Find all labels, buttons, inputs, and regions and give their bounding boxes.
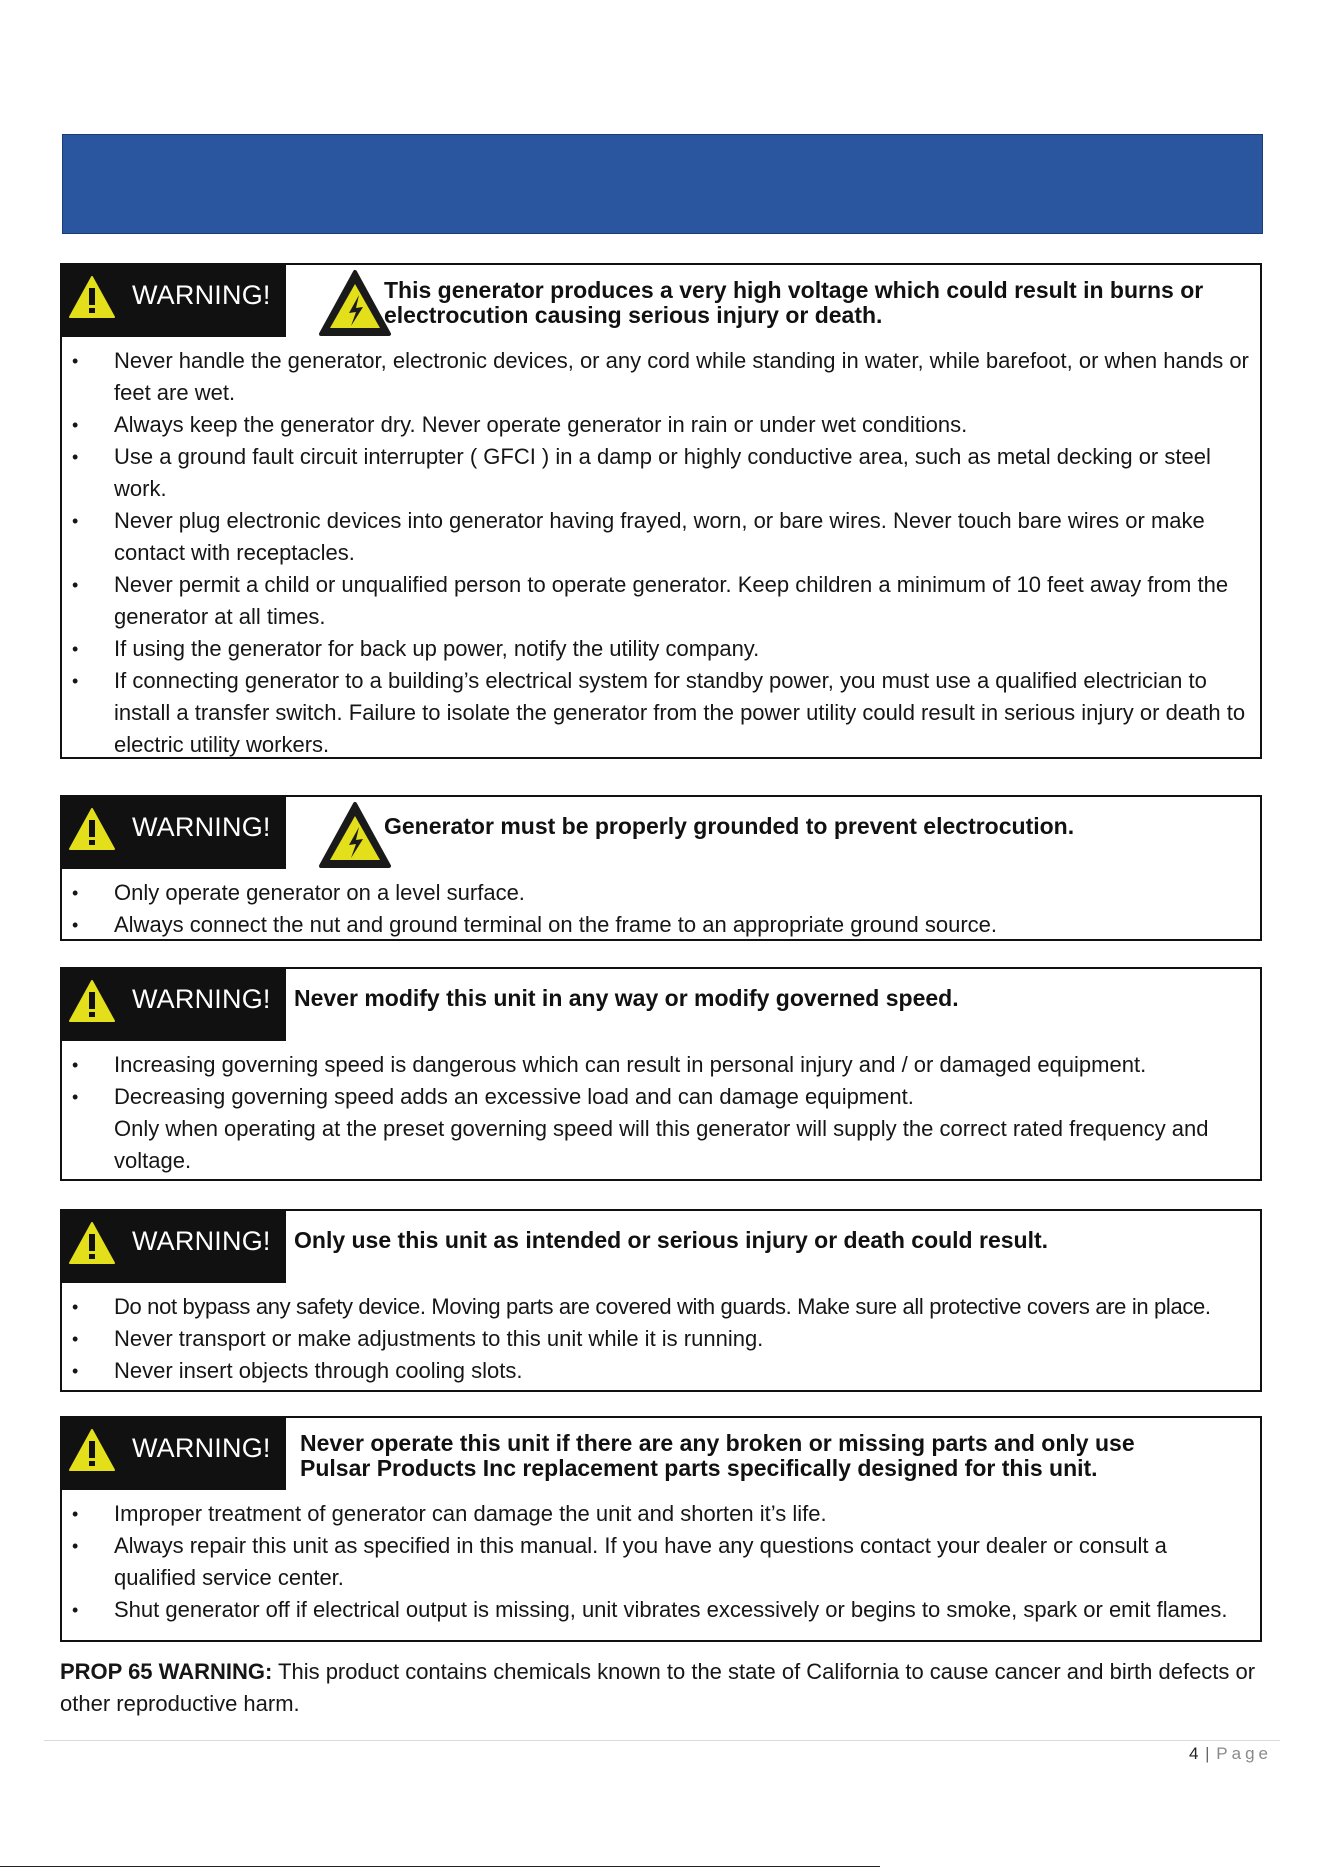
list-item: • Always repair this unit as specified in this manual. If you have any questions contact your dealer or consult a qualified service center. — [62, 1530, 1260, 1594]
warning-box-high-voltage — [60, 263, 1262, 759]
page-number — [1189, 1744, 1272, 1764]
warning-label — [62, 1418, 286, 1490]
list-item: • Never permit a child or unqualified person to operate generator. Keep children a minimum of 10 feet away from the generator at all times. — [62, 569, 1260, 633]
warning-label-text: WARNING! — [132, 984, 271, 1014]
warning-label-text: WARNING! — [132, 1226, 271, 1256]
warning-triangle-icon — [68, 275, 116, 319]
section-header-bar — [62, 134, 1263, 234]
warning-label — [62, 1211, 286, 1283]
list-item: • Always connect the nut and ground terminal on the frame to an appropriate ground source. — [62, 909, 1260, 941]
warning-title: Only use this unit as intended or serious injury or death could result. — [294, 1227, 1049, 1253]
prop65-text: This product contains chemicals known to the state of California to cause cancer and birth defects or other reproductive harm. — [60, 1659, 1256, 1716]
list-item: • Only operate generator on a level surface. — [62, 877, 1260, 909]
warning-title: Never modify this unit in any way or modify governed speed. — [294, 985, 959, 1011]
warning-triangle-icon — [68, 1428, 116, 1472]
warning-triangle-icon — [68, 1221, 116, 1265]
prop65-label: PROP 65 WARNING: — [60, 1659, 273, 1684]
list-item: • Use a ground fault circuit interrupter ( GFCI ) in a damp or highly conductive area, such as metal decking or steel work. — [62, 441, 1260, 505]
list-item: • If using the generator for back up power, notify the utility company. — [62, 633, 1260, 665]
warning-label — [62, 797, 286, 869]
list-item: • Never insert objects through cooling slots. — [62, 1355, 1260, 1387]
page-word: Page — [1216, 1744, 1272, 1763]
list-item: • Shut generator off if electrical output is missing, unit vibrates excessively or begins to smoke, spark or emit flames. — [62, 1594, 1260, 1626]
electrical-hazard-icon — [318, 269, 392, 337]
list-item: • Never plug electronic devices into generator having frayed, worn, or bare wires. Never touch bare wires or make contact with receptacles. — [62, 505, 1260, 569]
list-item: • Never handle the generator, electronic devices, or any cord while standing in water, while barefoot, or when hands or feet are wet. — [62, 345, 1260, 409]
warning-title: Never operate this unit if there are any broken or missing parts and only use Pulsar Products Inc replacement parts specifically designed for this unit. — [300, 1430, 1135, 1481]
list-item: • If connecting generator to a building’s electrical system for standby power, you must use a qualified electrician to install a transfer switch. Failure to isolate the generator from the power utility could result in serious injury or death to electric utility workers. — [62, 665, 1260, 761]
warning-title: This generator produces a very high voltage which could result in burns or electrocution causing serious injury or death. — [384, 277, 1204, 328]
list-item: • Decreasing governing speed adds an excessive load and can damage equipment. — [62, 1081, 1260, 1113]
electrical-hazard-icon — [318, 801, 392, 869]
warning-box-grounding — [60, 795, 1262, 941]
bottom-divider — [0, 1866, 880, 1867]
list-note: Only when operating at the preset governing speed will this generator will supply the correct rated frequency and voltage. — [114, 1116, 1209, 1173]
list-item: • Improper treatment of generator can damage the unit and shorten it’s life. — [62, 1498, 1260, 1530]
warning-label-text: WARNING! — [132, 812, 271, 842]
footer-divider — [44, 1740, 1280, 1741]
warning-box-broken-parts — [60, 1416, 1262, 1642]
page-number-value: 4 — [1188, 1744, 1200, 1763]
warning-box-governed-speed — [60, 967, 1262, 1181]
warning-triangle-icon — [68, 979, 116, 1023]
warning-label-text: WARNING! — [132, 1433, 271, 1463]
warning-triangle-icon — [68, 807, 116, 851]
list-item: • Never transport or make adjustments to this unit while it is running. — [62, 1323, 1260, 1355]
list-item: • Always keep the generator dry. Never operate generator in rain or under wet conditions. — [62, 409, 1260, 441]
page-separator: | — [1205, 1744, 1211, 1763]
warning-label-text: WARNING! — [132, 280, 271, 310]
warning-label — [62, 265, 286, 337]
warning-box-intended-use — [60, 1209, 1262, 1392]
list-item: • Do not bypass any safety device. Moving parts are covered with guards. Make sure all protective covers are in place. — [62, 1291, 1260, 1323]
warning-label — [62, 969, 286, 1041]
list-item: • Increasing governing speed is dangerous which can result in personal injury and / or damaged equipment. — [62, 1049, 1260, 1081]
warning-title: Generator must be properly grounded to prevent electrocution. — [384, 813, 1075, 839]
prop65-warning — [60, 1656, 1270, 1720]
